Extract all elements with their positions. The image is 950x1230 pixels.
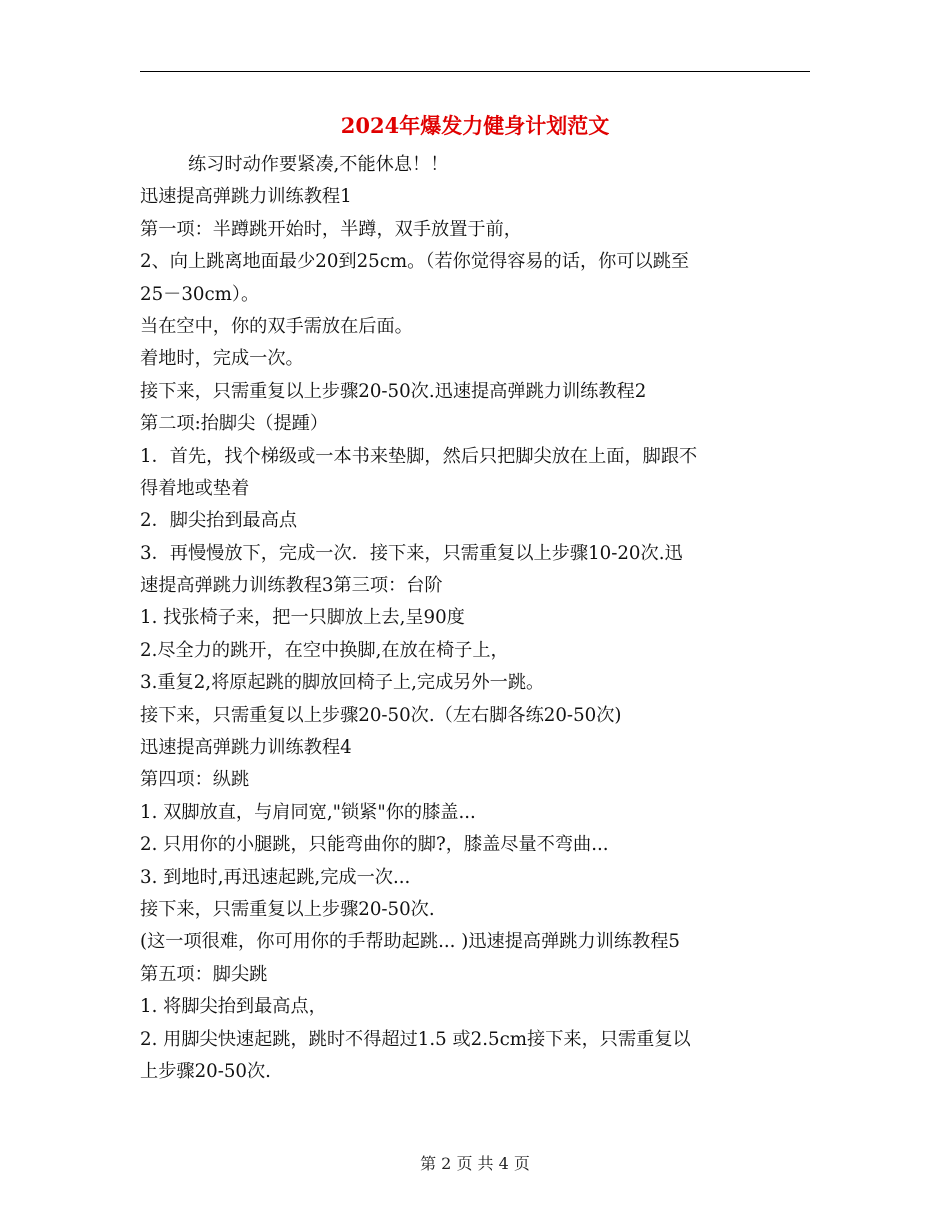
page-number: 第 2 页 共 4 页: [420, 1154, 530, 1173]
body-line: 接下来，只需重复以上步骤20-50次.迅速提高弹跳力训练教程2: [140, 380, 647, 402]
body-line: 当在空中，你的双手需放在后面。: [140, 315, 413, 337]
body-line: 迅速提高弹跳力训练教程1: [140, 186, 352, 208]
body-line: 接下来，只需重复以上步骤20-50次.: [140, 898, 435, 920]
body-line: 第五项：脚尖跳: [140, 963, 268, 985]
body-line: 1. 将脚尖抬到最高点，: [140, 996, 327, 1018]
body-line: 第四项：纵跳: [140, 769, 250, 791]
document-body: [140, 149, 812, 1088]
body-line: 1．首先，找个梯级或一本书来垫脚，然后只把脚尖放在上面，脚跟不: [140, 445, 698, 467]
document-title: 2024年爆发力健身计划范文: [340, 113, 610, 138]
body-line: 1. 双脚放直，与肩同宽,"锁紧"你的膝盖...: [140, 801, 476, 823]
header-rule: [140, 71, 810, 72]
body-line: 速提高弹跳力训练教程3第三项：台阶: [140, 575, 443, 597]
body-line: 第一项：半蹲跳开始时，半蹲，双手放置于前，: [140, 218, 522, 240]
body-line: 2、向上跳离地面最少20到25cm。（若你觉得容易的话，你可以跳至: [140, 251, 690, 273]
body-line: 上步骤20-50次.: [140, 1060, 271, 1082]
body-line: 着地时，完成一次。: [140, 348, 304, 370]
body-line: 得着地或垫着: [140, 477, 250, 499]
body-line: 迅速提高弹跳力训练教程4: [140, 737, 352, 759]
body-line: 2. 用脚尖快速起跳，跳时不得超过1.5 或2.5cm接下来，只需重复以: [140, 1028, 691, 1050]
body-line: 3.重复2,将原起跳的脚放回椅子上,完成另外一跳。: [140, 672, 545, 694]
body-line: 2.尽全力的跳开，在空中换脚,在放在椅子上，: [140, 639, 509, 661]
body-line: 3. 到地时,再迅速起跳,完成一次...: [140, 866, 411, 888]
body-line: 3．再慢慢放下，完成一次．接下来，只需重复以上步骤10-20次.迅: [140, 542, 683, 564]
body-line: 1. 找张椅子来，把一只脚放上去,呈90度: [140, 607, 465, 629]
body-line: 第二项:抬脚尖（提踵）: [140, 413, 329, 435]
body-line: 25－30cm）。: [140, 283, 260, 305]
body-line: 2. 只用你的小腿跳，只能弯曲你的脚?，膝盖尽量不弯曲...: [140, 834, 609, 856]
body-line: (这一项很难，你可用你的手帮助起跳... )迅速提高弹跳力训练教程5: [140, 931, 680, 953]
body-line: 练习时动作要紧凑,不能休息！！: [188, 154, 449, 175]
body-line: 2．脚尖抬到最高点: [140, 510, 298, 532]
body-line: 接下来，只需重复以上步骤20-50次.（左右脚各练20-50次): [140, 704, 622, 726]
